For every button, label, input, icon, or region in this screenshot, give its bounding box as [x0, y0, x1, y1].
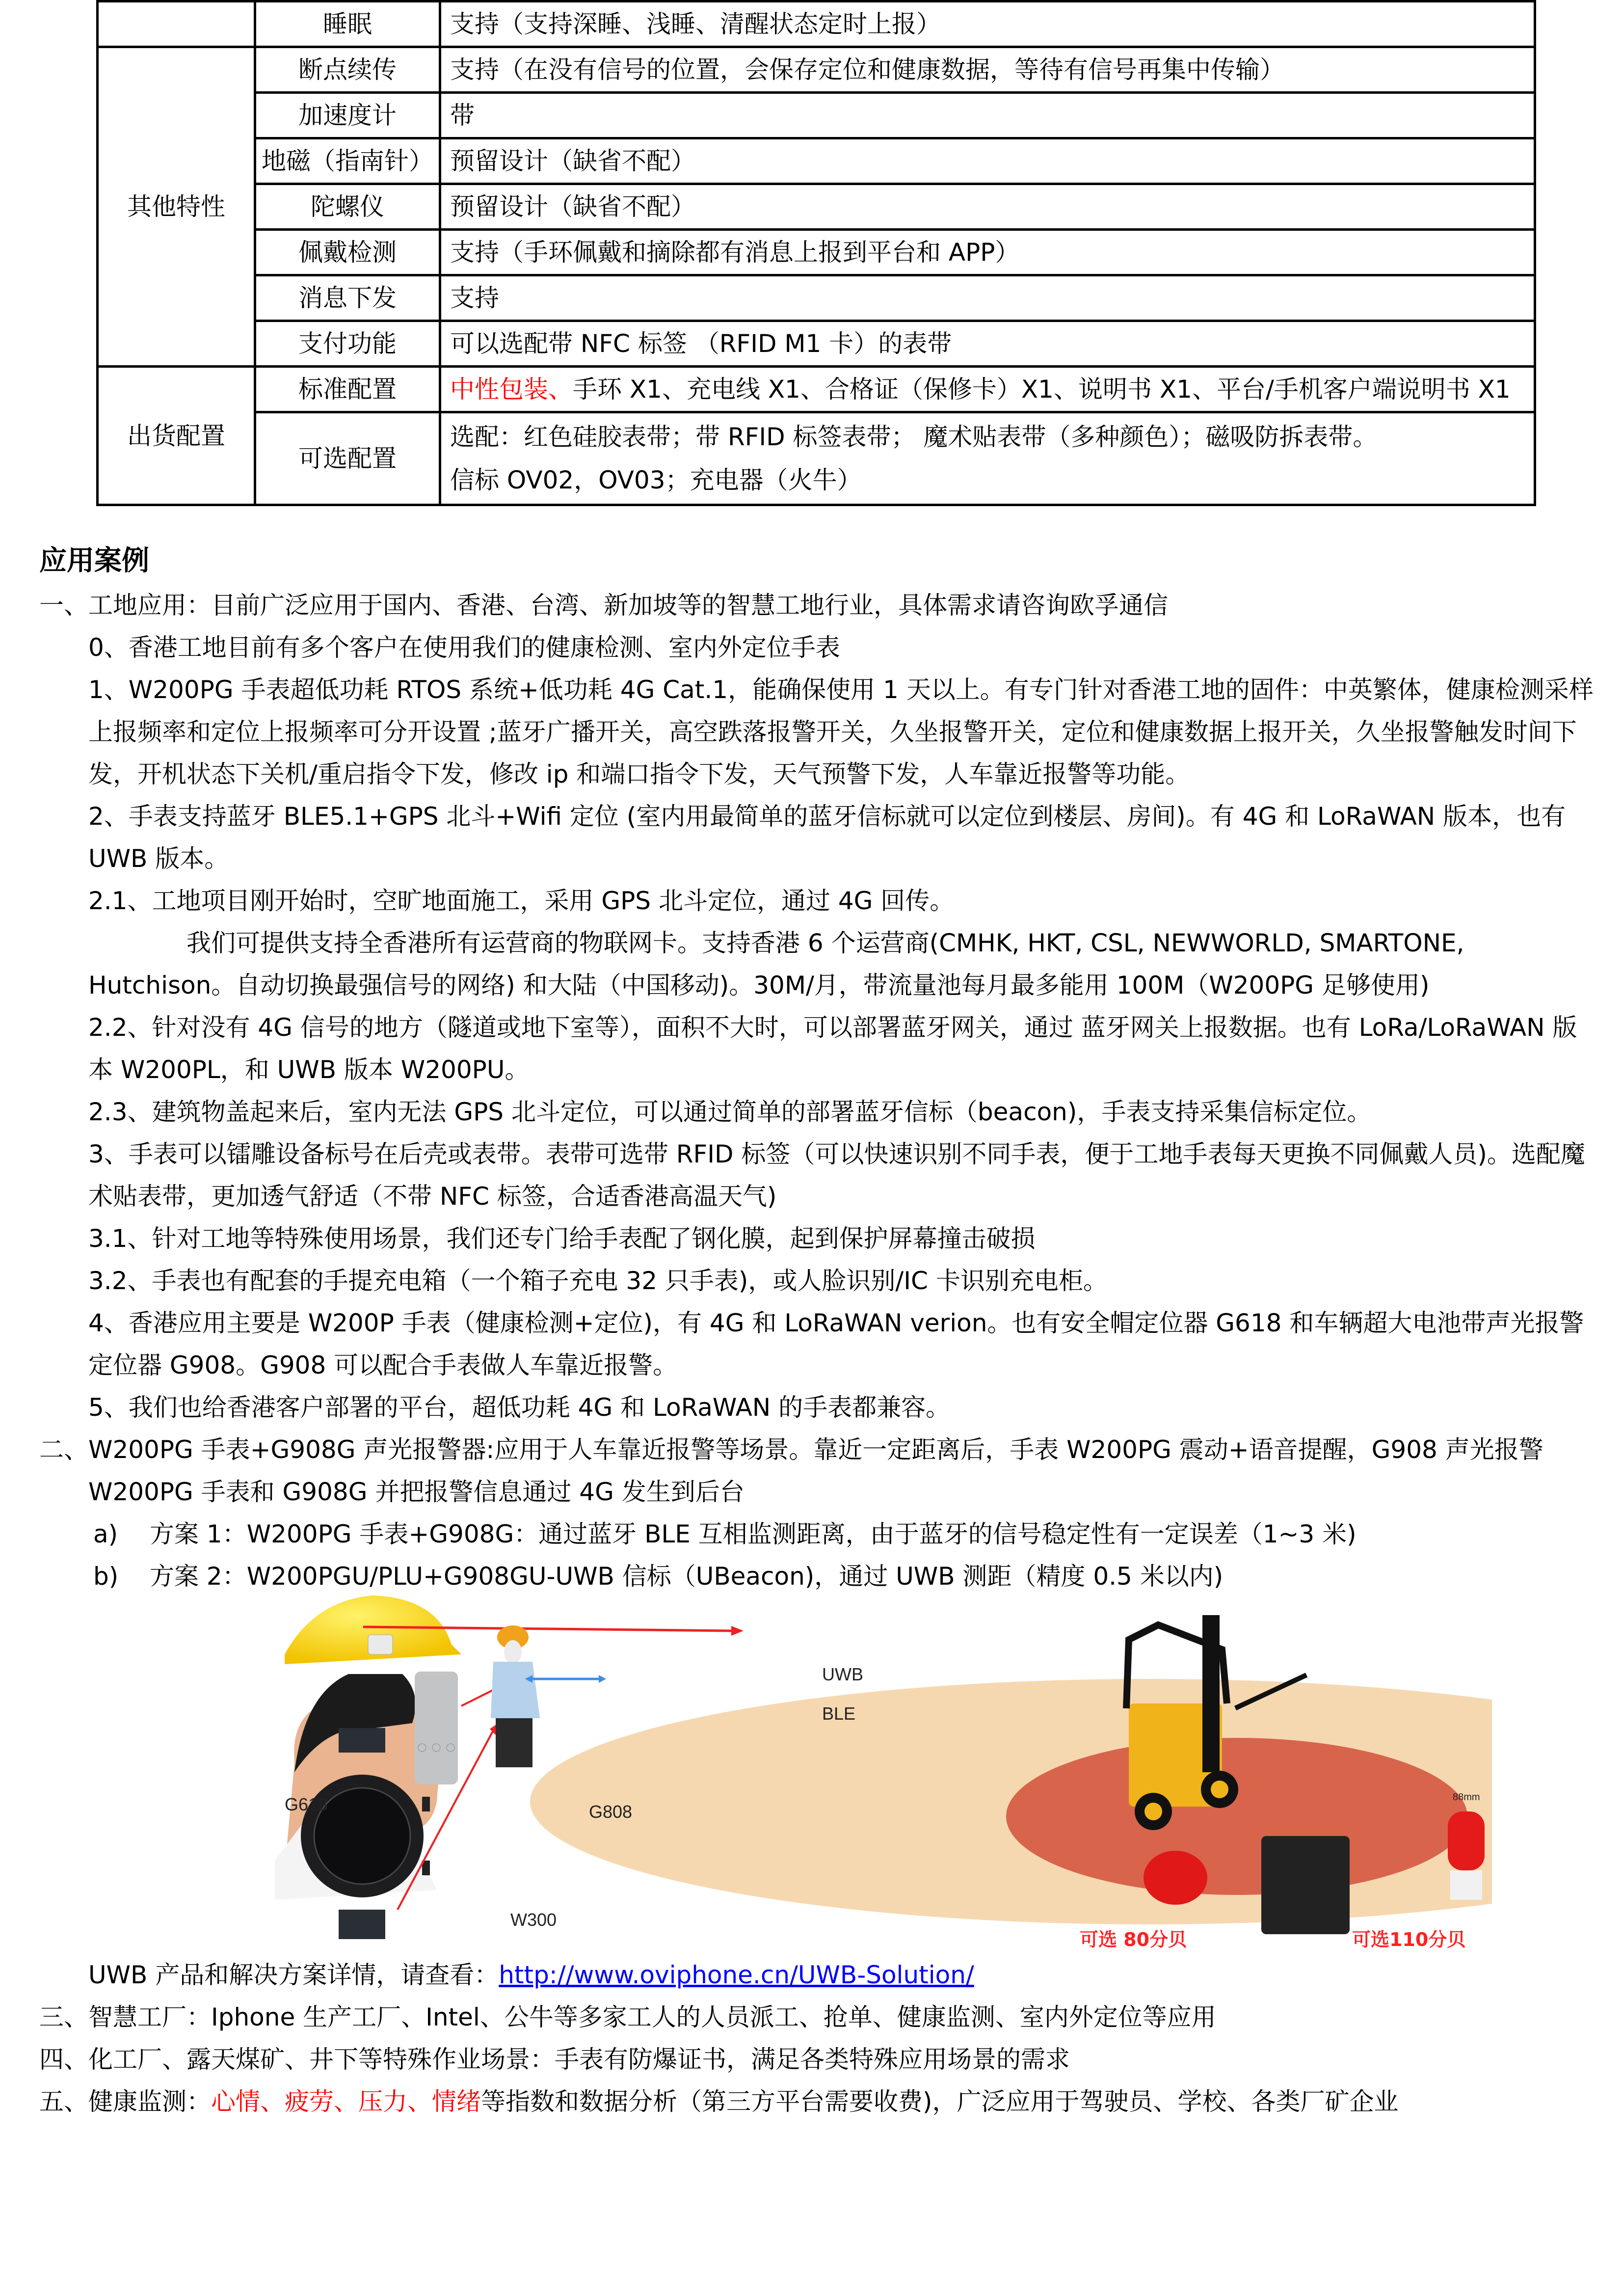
label-g808: G808 [589, 1802, 633, 1822]
section-1 [39, 584, 1595, 1597]
label-option-110db: 可选110分贝 [1352, 1929, 1466, 1950]
heading-1: 一、工地应用：目前广泛应用于国内、香港、台湾、新加坡等的智慧工地行业，具体需求请咨询欧孚通信 [39, 591, 1168, 620]
section-title: 应用案例 [39, 545, 149, 577]
paragraph: 2.2、针对没有 4G 信号的地方（隧道或地下室等），面积不大时，可以部署蓝牙网关，通过 蓝牙网关上报数据。也有 LoRa/LoRaWAN 版本 W200PL，和 UWB 版本 W200PU。 [88, 1013, 1577, 1084]
value-cell: 带 [440, 93, 1535, 138]
link-prefix: UWB 产品和解决方案详情，请查看： [88, 1961, 499, 1989]
table-row [98, 138, 1535, 184]
table-row [98, 230, 1535, 275]
group-cell [98, 1, 255, 47]
value-cell [440, 412, 1535, 505]
highlight-text: 中性包装、 [450, 375, 573, 404]
label-ble: BLE [822, 1703, 856, 1724]
label-option-80db: 可选 80分贝 [1080, 1929, 1187, 1950]
paragraph: 2、手表支持蓝牙 BLE5.1+GPS 北斗+Wifi 定位 (室内用最简单的蓝牙信标就可以定位到楼层、房间)。有 4G 和 LoRaWAN 版本，也有 UWB 版本。 [88, 802, 1566, 873]
spec-table [96, 0, 1536, 506]
feature-cell: 加速度计 [255, 93, 440, 138]
label-uwb: UWB [822, 1664, 863, 1684]
feature-cell: 睡眠 [255, 1, 440, 47]
paragraph: 3.2、手表也有配套的手提充电箱（一个箱子充电 32 只手表)，或人脸识别/IC 卡识别充电柜。 [88, 1267, 1108, 1295]
feature-cell: 佩戴检测 [255, 230, 440, 275]
value-line: 选配：红色硅胶表带；带 RFID 标签表带； 魔术贴表带（多种颜色）；磁吸防拆表带。 [450, 423, 1378, 451]
label-g618: G618 [285, 1794, 328, 1814]
heading-5-suffix: 等指数和数据分析（第三方平台需要收费)，广泛应用于驾驶员、学校、各类厂矿企业 [481, 2087, 1399, 2116]
uwb-link-line [39, 1954, 1595, 1996]
list-marker: a) [93, 1520, 118, 1548]
option-text: 方案 2：W200PGU/PLU+G908GU-UWB 信标（UBeacon)，通过 UWB 测距（精度 0.5 米以内) [150, 1562, 1224, 1591]
table-row [98, 275, 1535, 321]
feature-cell: 可选配置 [255, 412, 440, 505]
heading-2: 二、W200PG 手表+G908G 声光报警器:应用于人车靠近报警等场景。靠近一定距离后，手表 W200PG 震动+语音提醒，G908 声光报警 W200PG 手表和 G908G 并把报警信息通过 4G 发生到后台 [39, 1435, 1543, 1506]
heading-4: 四、化工厂、露天煤矿、井下等特殊作业场景：手表有防爆证书，满足各类特殊应用场景的需求 [39, 2045, 1070, 2074]
product-diagram [275, 1595, 1492, 1949]
table-row [98, 1, 1535, 47]
paragraph: 1、W200PG 手表超低功耗 RTOS 系统+低功耗 4G Cat.1，能确保使用 1 天以上。有专门针对香港工地的固件：中英繁体，健康检测采样上报频率和定位上报频率可分开设置 ;蓝牙广播开关，高空跌落报警开关，久坐报警开关，定位和健康数据上报开关，久坐报警触发时间下发，开机状态下关机/重启指令下发，修改 ip 和端口指令下发，天气预警下发，人车靠近报警等功能。 [88, 675, 1594, 788]
option-text: 方案 1：W200PG 手表+G908G：通过蓝牙 BLE 互相监测距离，由于蓝牙的信号稳定性有一定误差（1~3 米) [150, 1520, 1357, 1548]
feature-cell: 标准配置 [255, 367, 440, 412]
heading-5 [39, 2080, 1595, 2123]
uwb-solution-link[interactable]: http://www.oviphone.cn/UWB-Solution/ [499, 1961, 974, 1989]
table-row [98, 93, 1535, 138]
table-row [98, 367, 1535, 412]
paragraph: 3.1、针对工地等特殊使用场景，我们还专门给手表配了钢化膜，起到保护屏幕撞击破损 [88, 1224, 1036, 1253]
paragraph: 3、手表可以镭雕设备标号在后壳或表带。表带可选带 RFID 标签（可以快速识别不同手表，便于工地手表每天更换不同佩戴人员)。选配魔术贴表带，更加透气舒适（不带 NFC 标签，合适香港高温天气) [88, 1140, 1585, 1211]
section-rest [39, 1954, 1595, 2123]
label-dim-width: 88mm [1453, 1792, 1480, 1803]
value-cell: 支持（支持深睡、浅睡、清醒状态定时上报） [440, 1, 1535, 47]
value-cell: 预留设计（缺省不配） [440, 184, 1535, 230]
feature-cell: 支付功能 [255, 321, 440, 367]
group-cell: 其他特性 [98, 47, 255, 367]
table-row [98, 47, 1535, 93]
value-text: 手环 X1、充电线 X1、合格证（保修卡）X1、说明书 X1、平台/手机客户端说明书 X1 [573, 375, 1511, 404]
option-b [39, 1555, 1595, 1597]
feature-cell: 断点续传 [255, 47, 440, 93]
heading-5-prefix: 五、健康监测： [39, 2087, 211, 2116]
value-line: 信标 OV02，OV03；充电器（火牛） [450, 466, 862, 494]
paragraph: 0、香港工地目前有多个客户在使用我们的健康检测、室内外定位手表 [88, 633, 840, 662]
diagram-illustration [275, 1595, 1492, 1949]
value-cell: 支持（手环佩戴和摘除都有消息上报到平台和 APP） [440, 230, 1535, 275]
value-cell [440, 367, 1535, 412]
heading-3: 三、智慧工厂：Iphone 生产工厂、Intel、公牛等多家工人的人员派工、抢单、健康监测、室内外定位等应用 [39, 2003, 1216, 2031]
option-a [39, 1513, 1595, 1555]
paragraph: 我们可提供支持全香港所有运营商的物联网卡。支持香港 6 个运营商(CMHK, HKT, CSL, NEWWORLD, SMARTONE, Hutchison。自动切换最强信号的网络) 和大陆（中国移动)。30M/月，带流量池每月最多能用 100M（W200PG 足够使用) [88, 929, 1464, 999]
table-row [98, 412, 1535, 505]
group-cell: 出货配置 [98, 367, 255, 505]
highlight-text: 心情、疲劳、压力、情绪 [211, 2087, 481, 2116]
label-w300: W300 [510, 1910, 557, 1930]
feature-cell: 陀螺仪 [255, 184, 440, 230]
paragraph: 4、香港应用主要是 W200P 手表（健康检测+定位)，有 4G 和 LoRaWAN verion。也有安全帽定位器 G618 和车辆超大电池带声光报警定位器 G908。G908 可以配合手表做人车靠近报警。 [88, 1309, 1584, 1379]
value-cell: 预留设计（缺省不配） [440, 138, 1535, 184]
table-row [98, 321, 1535, 367]
paragraph: 2.3、建筑物盖起来后，室内无法 GPS 北斗定位，可以通过简单的部署蓝牙信标（beacon)，手表支持采集信标定位。 [88, 1098, 1372, 1126]
value-cell: 支持（在没有信号的位置，会保存定位和健康数据，等待有信号再集中传输） [440, 47, 1535, 93]
table-row [98, 184, 1535, 230]
paragraph: 2.1、工地项目刚开始时，空旷地面施工，采用 GPS 北斗定位，通过 4G 回传。 [88, 887, 955, 915]
paragraph: 5、我们也给香港客户部署的平台，超低功耗 4G 和 LoRaWAN 的手表都兼容。 [88, 1393, 951, 1422]
value-cell: 可以选配带 NFC 标签 （RFID M1 卡）的表带 [440, 321, 1535, 367]
feature-cell: 地磁（指南针） [255, 138, 440, 184]
list-marker: b) [93, 1562, 119, 1591]
feature-cell: 消息下发 [255, 275, 440, 321]
value-cell: 支持 [440, 275, 1535, 321]
